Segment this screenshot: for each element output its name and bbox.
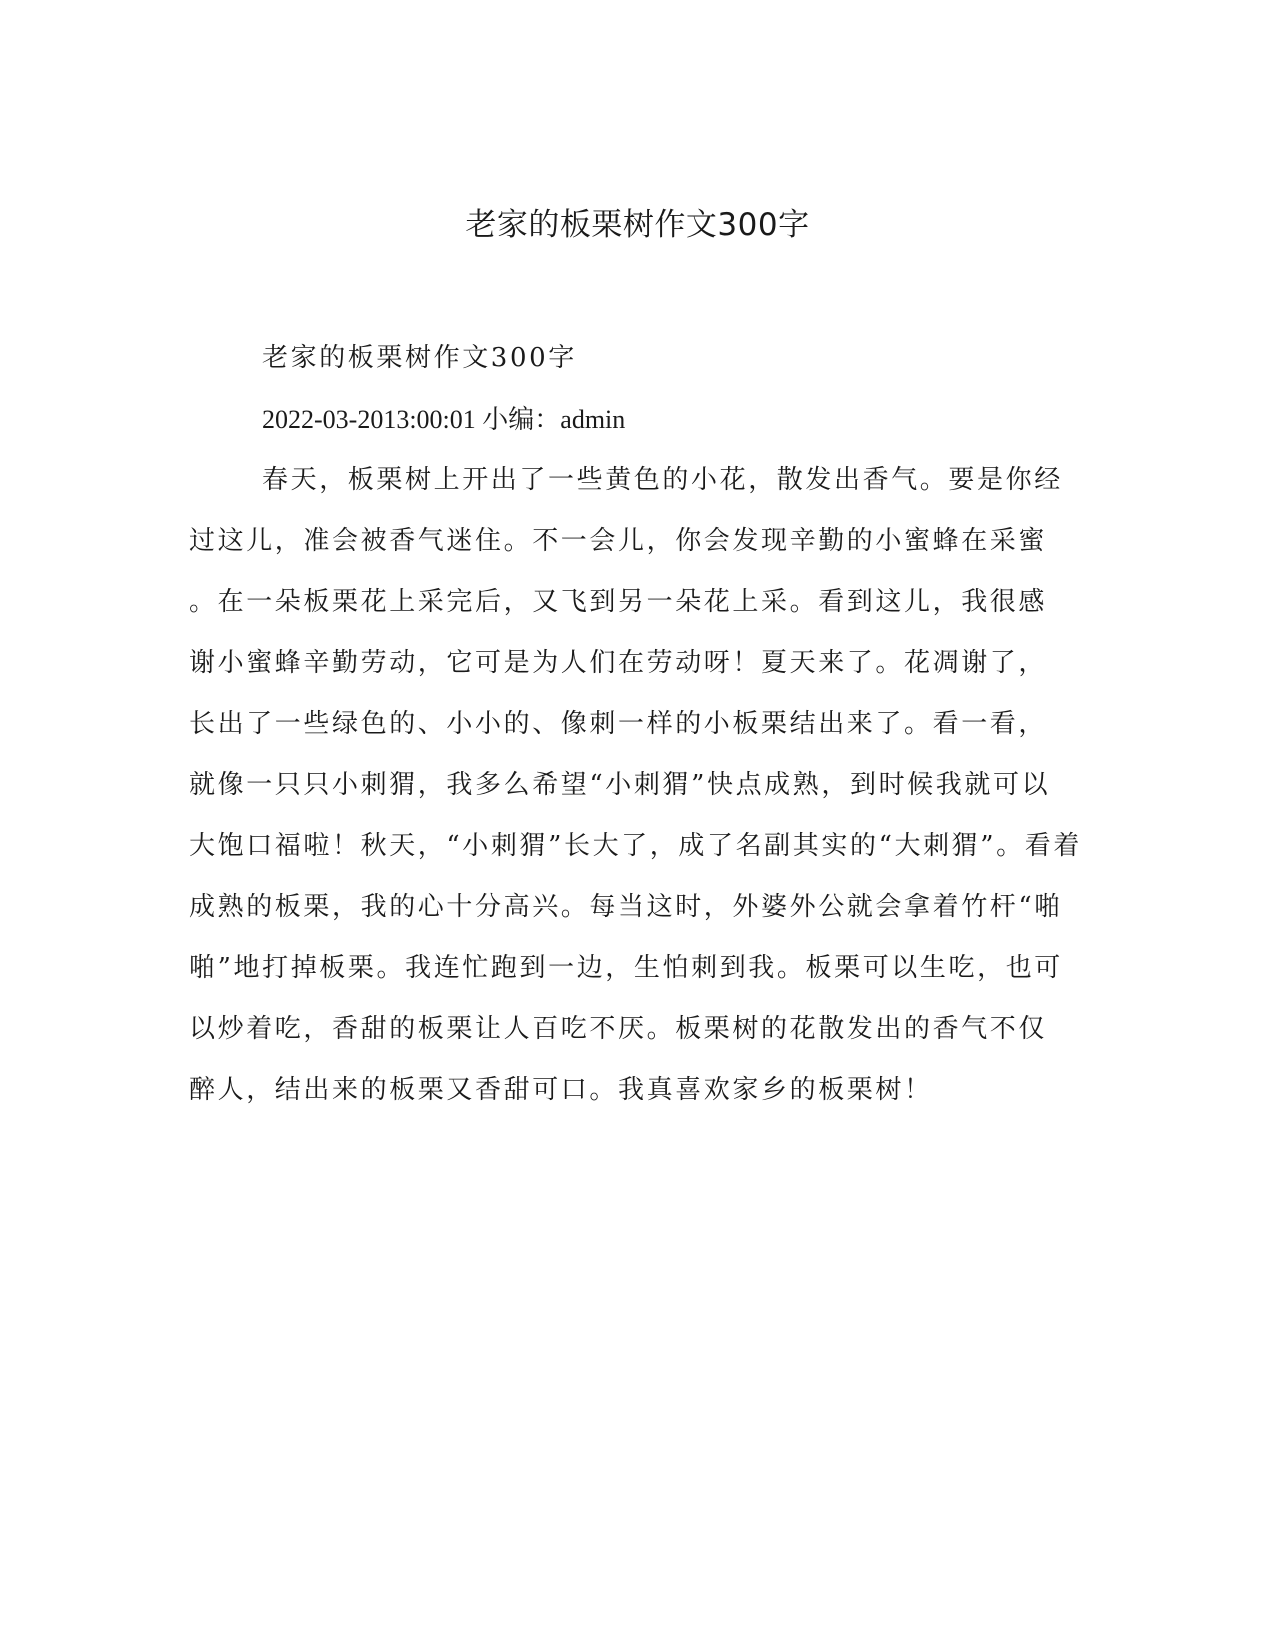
publish-datetime: 2022-03-2013:00:01 — [262, 405, 476, 434]
editor-label: 小编： — [482, 405, 561, 435]
paragraph-line: 谢小蜜蜂辛勤劳动，它可是为人们在劳动呀！夏天来了。花凋谢了， — [189, 648, 1048, 678]
meta-line — [189, 389, 1089, 450]
subtitle-line: 老家的板栗树作文300字 — [262, 343, 577, 373]
document-title: 老家的板栗树作文300字 — [465, 207, 810, 243]
paragraph-line: 长出了一些绿色的、小小的、像刺一样的小板栗结出来了。看一看， — [189, 709, 1048, 739]
paragraph-line: 成熟的板栗，我的心十分高兴。每当这时，外婆外公就会拿着竹杆“啪 — [189, 892, 1063, 922]
paragraph-line: 以炒着吃，香甜的板栗让人百吃不厌。板栗树的花散发出的香气不仅 — [189, 1014, 1048, 1044]
paragraph-line: 春天，板栗树上开出了一些黄色的小花，散发出香气。要是你经 — [262, 465, 1063, 495]
paragraph-line: 醉人，结出来的板栗又香甜可口。我真喜欢家乡的板栗树！ — [189, 1075, 933, 1105]
paragraph-line: 啪”地打掉板栗。我连忙跑到一边，生怕刺到我。板栗可以生吃，也可 — [189, 953, 1063, 983]
document-body — [189, 328, 1089, 1121]
editor-name: admin — [560, 405, 626, 434]
paragraph-line: 大饱口福啦！秋天，“小刺猬”长大了，成了名副其实的“大刺猬”。看着 — [189, 831, 1082, 861]
paragraph-line: 过这儿，准会被香气迷住。不一会儿，你会发现辛勤的小蜜蜂在采蜜 — [189, 526, 1048, 556]
paragraph-line: 。在一朵板栗花上采完后，又飞到另一朵花上采。看到这儿，我很感 — [189, 587, 1048, 617]
paragraph-line: 就像一只只小刺猬，我多么希望“小刺猬”快点成熟，到时候我就可以 — [189, 770, 1051, 800]
